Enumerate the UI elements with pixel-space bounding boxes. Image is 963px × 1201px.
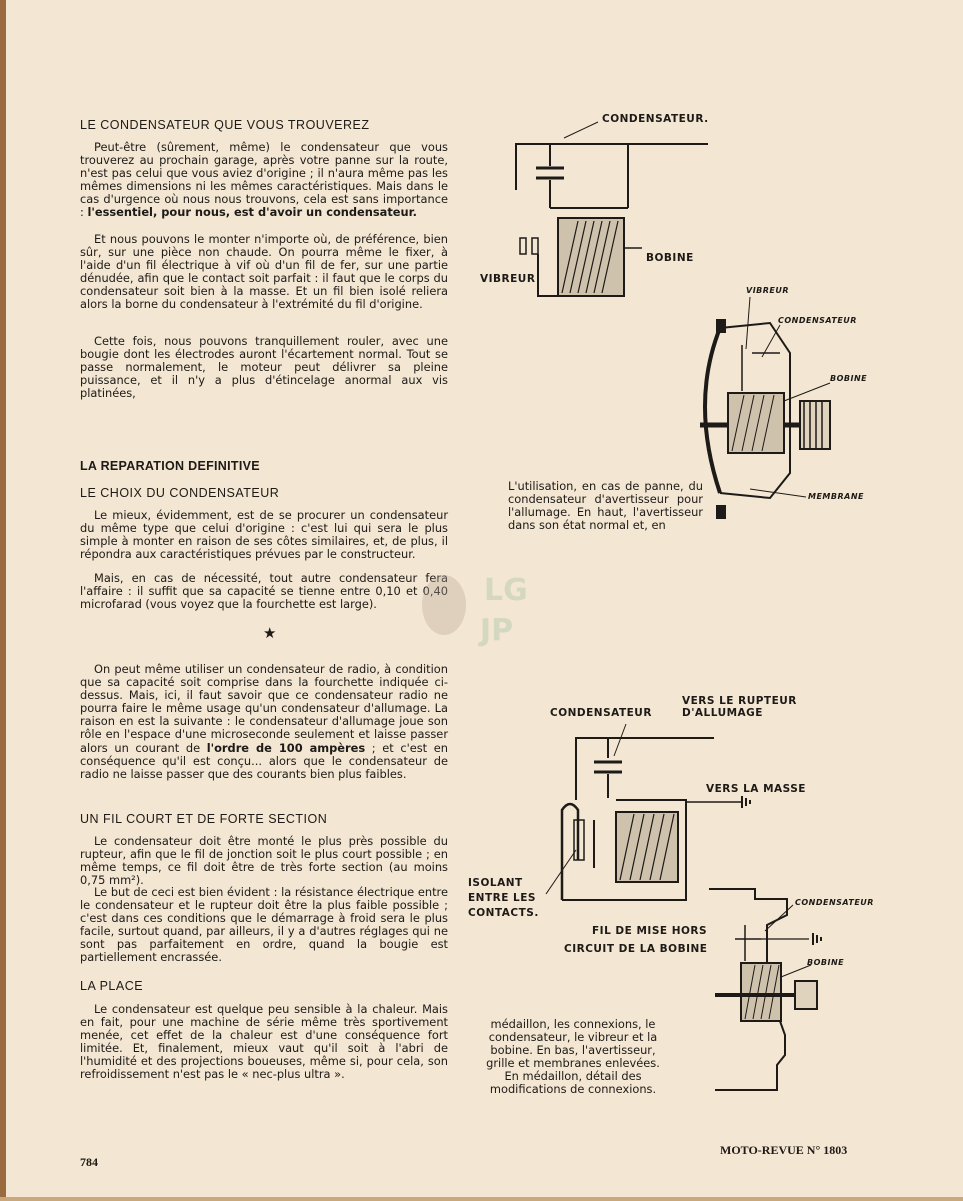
diagram-label: BOBINE <box>807 958 845 967</box>
section-title-condensateur: LE CONDENSATEUR QUE VOUS TROUVEREZ <box>80 118 370 132</box>
paragraph-text: On peut même utiliser un condensateur de radio, à condition que sa capacité soit comprise dans la fourchette indiquée ci-dessus. Mais, ici, il faut savoir que ce condensateur radio ne pourra faire le même usage qu'un condensateur d'allumage. La raison en est la suivante : le condensateur d'allumage joue son rôle en l'espace d'une microseconde seulement et laisse passer alors un courant de <box>80 662 448 755</box>
paragraph: Le but de ceci est bien évident : la résistance électrique entre le condensateur et le rupteur doit être la plus faible possible ; c'est dans ces conditions que le démarrage à froid sera le plus facile, surtout quand, par ailleurs, il y a d'autres réglages qui ne sont pas parfaitement en ordre, quand la bougie est partiellement encrassée. <box>80 885 448 965</box>
paragraph-bold-text: l'ordre de 100 ampères <box>206 740 366 755</box>
diagram-horn-normal <box>680 283 880 528</box>
diagram-label: CONDENSATEUR. <box>602 113 709 125</box>
diagram-label: CIRCUIT DE LA BOBINE <box>564 943 708 955</box>
diagram-label: ISOLANT <box>468 877 523 889</box>
page-edge-bottom <box>0 1197 963 1201</box>
svg-text:LG: LG <box>484 573 528 608</box>
diagram-label: MEMBRANE <box>808 492 864 501</box>
paragraph-text: ; et c'est en conséquence qu'il est conçu... alors que le condensateur de radio ne laisse passer que des courants bien plus faibles. <box>80 740 448 781</box>
section-star: ★ <box>263 624 277 642</box>
diagram-label: CONDENSATEUR <box>550 707 652 719</box>
paragraph: Mais, en cas de nécessité, tout autre condensateur fera l'affaire : il suffit que sa capacité se tienne entre 0,10 et 0,40 microfarad (vous voyez que la fourchette est large). <box>80 571 448 612</box>
magazine-issue: MOTO-REVUE N° 1803 <box>720 1143 848 1157</box>
paragraph: Cette fois, nous pouvons tranquillement rouler, avec une bougie dont les électrodes auront l'écartement normal. Tout se passe normalement, le moteur peut délivrer sa pleine puissance, et il n'y a plus d'étincelage anormal aux vis platinées, <box>80 334 448 401</box>
figure-caption-top: L'utilisation, en cas de panne, du condensateur d'avertisseur pour l'allumage. En haut, l'avertisseur dans son état normal et, en <box>508 479 703 533</box>
paragraph <box>80 663 448 781</box>
diagram-label: D'ALLUMAGE <box>682 707 763 719</box>
diagram-label: ENTRE LES <box>468 892 536 904</box>
diagram-label: VERS LE RUPTEUR <box>682 695 797 707</box>
lgjp-watermark-logo <box>414 560 554 650</box>
section-title-fil-court: UN FIL COURT ET DE FORTE SECTION <box>80 812 328 826</box>
paragraph <box>80 141 448 220</box>
diagram-label: BOBINE <box>646 252 694 264</box>
section-title-reparation: LA REPARATION DEFINITIVE <box>80 459 260 473</box>
diagram-label: CONDENSATEUR <box>795 898 874 907</box>
paragraph: Le condensateur est quelque peu sensible à la chaleur. Mais en fait, pour une machine de série même très sportivement menée, cet effet de la chaleur est d'une conséquence fort limitée. Et, finalement, mieux vaut qu'il soit à l'abri de l'humidité et des projections boueuses, même si, pour cela, son refroidissement n'est pas le « nec-plus ultra ». <box>80 1002 448 1082</box>
diagram-label: FIL DE MISE HORS <box>592 925 708 937</box>
diagram-label: VERS LA MASSE <box>706 783 806 795</box>
diagram-label: CONDENSATEUR <box>778 316 857 325</box>
paragraph-bold-text: l'essentiel, pour nous, est d'avoir un condensateur. <box>87 205 417 220</box>
diagram-label: VIBREUR <box>480 273 536 285</box>
diagram-horn-modified <box>705 885 880 1100</box>
paragraph-text: Peut-être (sûrement, même) le condensateur que vous trouverez au prochain garage, après votre panne sur la route, n'est pas celui que vous aviez d'origine ; il n'aura même pas les mêmes dimensions ni les mêmes caractéristiques. Mais dans le cas d'urgence où nous nous trouvons, cela est sans importance : <box>80 140 448 220</box>
diagram-label: CONTACTS. <box>468 907 539 919</box>
paragraph: Et nous pouvons le monter n'importe où, de préférence, bien sûr, sur une pièce non chaude. On pourra même le fixer, à l'aide d'un fil électrique à vif où d'un fil de fer, sur une partie dénudée, afin que le contact soit parfait : il faut que le corps du condensateur soit bien à la masse. Et un fil bien isolé reliera alors la borne du condensateur à l'extrémité du fil d'origine. <box>80 232 448 312</box>
paragraph: Le condensateur doit être monté le plus près possible du rupteur, afin que le fil de jonction soit le plus court possible ; en même temps, ce fil doit être de très forte section (au moins 0,75 mm²). <box>80 834 448 888</box>
page-number: 784 <box>80 1155 98 1169</box>
paragraph: Le mieux, évidemment, est de se procurer un condensateur du même type que celui d'origine : c'est lui qui sera le plus simple à monter en raison de ses côtes similaires, et, de plus, il répondra aux caractéristiques prévues par le constructeur. <box>80 508 448 562</box>
diagram-label: VIBREUR <box>746 286 790 295</box>
page-edge <box>0 0 6 1201</box>
diagram-top-circuit <box>478 108 718 298</box>
diagram-label: BOBINE <box>830 374 868 383</box>
figure-caption-bottom: médaillon, les connexions, le condensateur, le vibreur et la bobine. En bas, l'avertisseur, grille et membranes enlevées. En médaillon, détail des modifications de connexions. <box>486 1017 660 1097</box>
section-title-place: LA PLACE <box>80 979 144 993</box>
svg-text:JP: JP <box>480 613 514 648</box>
section-subtitle-choix: LE CHOIX DU CONDENSATEUR <box>80 486 280 500</box>
